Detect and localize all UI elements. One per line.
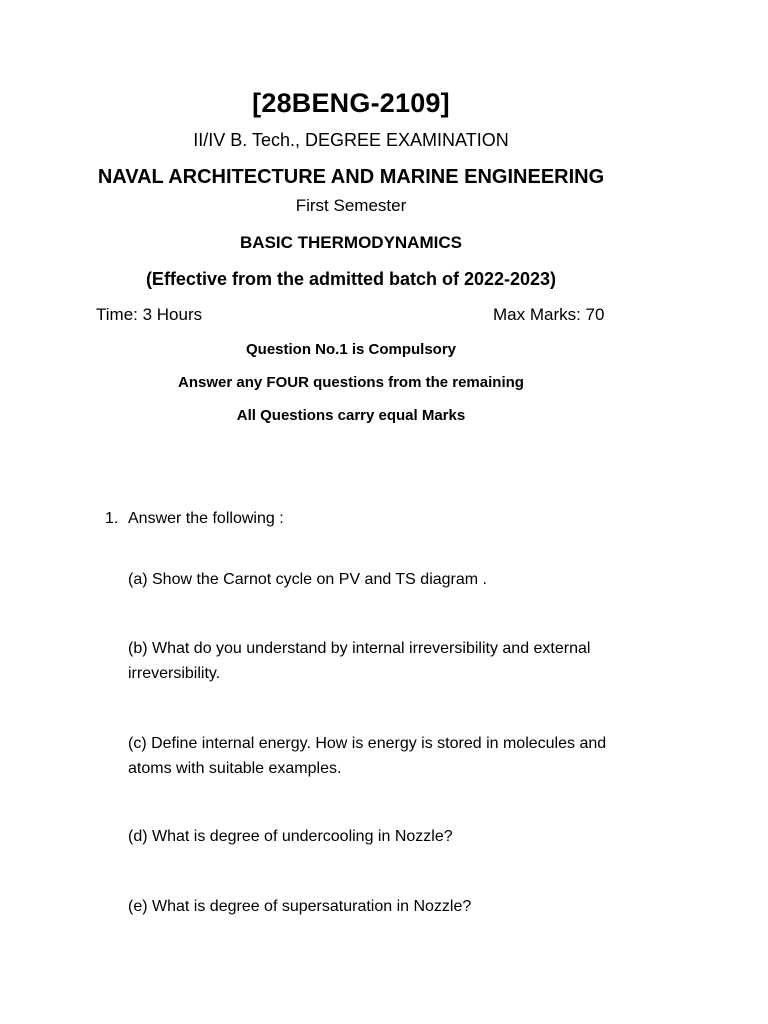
time-duration: Time: 3 Hours bbox=[96, 305, 203, 324]
question-text: Answer the following : bbox=[128, 510, 284, 527]
semester-label: First Semester bbox=[295, 196, 407, 215]
department-title: NAVAL ARCHITECTURE AND MARINE ENGINEERING bbox=[97, 166, 605, 188]
exam-title: II/IV B. Tech., DEGREE EXAMINATION bbox=[193, 130, 509, 150]
effective-batch-note: (Effective from the admitted batch of 2022-2023) bbox=[145, 269, 557, 289]
instruction-compulsory: Question No.1 is Compulsory bbox=[245, 341, 457, 358]
question-part-d: (d) What is degree of undercooling in Nozzle? bbox=[128, 828, 453, 845]
instruction-answer-four: Answer any FOUR questions from the remaining bbox=[178, 374, 524, 391]
max-marks: Max Marks: 70 bbox=[493, 305, 605, 324]
subject-title: BASIC THERMODYNAMICS bbox=[240, 233, 462, 252]
question-part-a: (a) Show the Carnot cycle on PV and TS diagram . bbox=[128, 571, 487, 588]
question-part-e: (e) What is degree of supersaturation in Nozzle? bbox=[128, 898, 472, 915]
question-number: 1. bbox=[105, 510, 119, 527]
question-part-c: (c) Define internal energy. How is energy is stored in molecules and atoms with suitable examples. bbox=[128, 735, 607, 777]
instruction-equal-marks: All Questions carry equal Marks bbox=[236, 407, 466, 424]
question-part-b: (b) What do you understand by internal irreversibility and external irreversibility. bbox=[128, 640, 591, 682]
paper-code: [28BENG-2109] bbox=[252, 88, 450, 118]
